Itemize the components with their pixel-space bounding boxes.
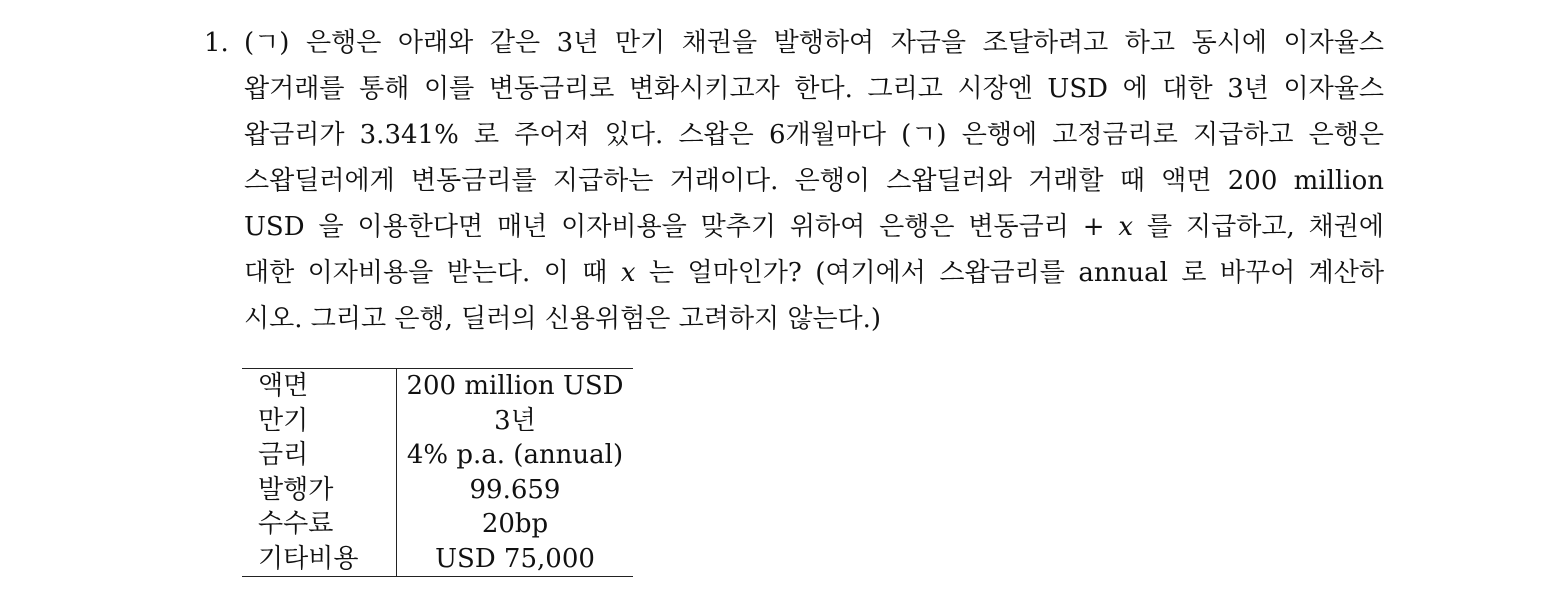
table-label-other-costs: 기타비용 [242,542,397,577]
problem-line-6-part-1: 대한 이자비용을 받는다. 이 때 [244,258,621,288]
table-label-interest-rate: 금리 [242,438,397,473]
problem-text [244,20,1384,342]
table-value-fee: 20bp [481,509,549,539]
table-row [242,438,633,473]
table-value-issue-price: 99.659 [469,474,561,505]
table-row [242,542,633,577]
math-variable-x: x [620,258,636,288]
problem-line-5 [244,204,1384,250]
problem-line-6 [244,250,1384,296]
bond-terms-table-wrapper [242,368,633,577]
bond-terms-table [242,368,633,577]
table-label-maturity: 만기 [242,404,397,439]
problem-line-3: 왑금리가 3.341% 로 주어져 있다. 스왑은 6개월마다 (ㄱ) 은행에 고정금리로 지급하고 은행은 [244,120,1384,150]
problem-line-7: 시오. 그리고 은행, 딜러의 신용위험은 고려하지 않는다.) [244,304,882,334]
problem-line-4: 스왑딜러에게 변동금리를 지급하는 거래이다. 은행이 스왑딜러와 거래할 때 액면 200 million [244,166,1384,196]
table-row [242,369,633,404]
table-value-maturity: 3년 [494,405,536,436]
problem-line-5-part-1: USD 을 이용한다면 매년 이자비용을 맞추기 위하여 은행은 변동금리 + [244,212,1119,242]
table-value-other-costs: USD 75,000 [435,543,595,574]
problem-line-1: (ㄱ) 은행은 아래와 같은 3년 만기 채권을 발행하여 자금을 조달하려고 하고 동시에 이자율스 [244,28,1384,58]
problem-line-2: 왑거래를 통해 이를 변동금리로 변화시키고자 한다. 그리고 시장엔 USD 에 대한 3년 이자율스 [244,74,1384,104]
problem-line-6-part-2: 는 얼마인가? (여기에서 스왑금리를 annual 로 바꾸어 계산하 [635,258,1384,288]
table-row [242,404,633,439]
table-value-face-value: 200 million USD [406,371,624,401]
problem-number: 1. [204,28,229,58]
table-label-face-value: 액면 [242,369,397,404]
table-value-interest-rate: 4% p.a. (annual) [406,440,624,470]
math-variable-x: x [1118,212,1134,242]
problem-line-5-part-2: 를 지급하고, 채권에 [1133,212,1384,242]
table-label-fee: 수수료 [242,507,397,542]
table-row [242,473,633,508]
table-row [242,507,633,542]
table-label-issue-price: 발행가 [242,473,397,508]
